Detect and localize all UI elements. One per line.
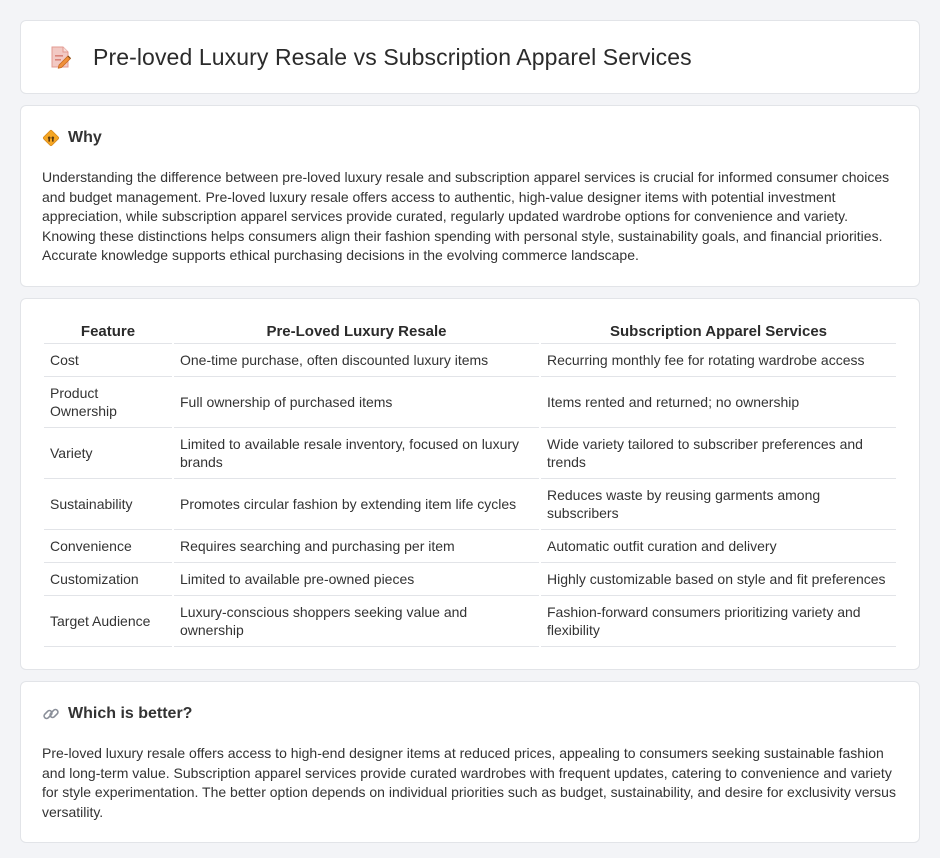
table-row bbox=[44, 596, 896, 647]
better-section bbox=[20, 681, 920, 843]
row-subscription: Wide variety tailored to subscriber preferences and trends bbox=[541, 428, 896, 479]
table-row bbox=[44, 344, 896, 377]
row-resale: Luxury-conscious shoppers seeking value and ownership bbox=[174, 596, 539, 647]
title-card bbox=[20, 20, 920, 94]
row-subscription: Fashion-forward consumers prioritizing variety and flexibility bbox=[541, 596, 896, 647]
table-row bbox=[44, 563, 896, 596]
why-header bbox=[42, 128, 898, 148]
page-title: Pre-loved Luxury Resale vs Subscription Apparel Services bbox=[93, 43, 692, 70]
row-resale: Full ownership of purchased items bbox=[174, 377, 539, 428]
row-resale: One-time purchase, often discounted luxury items bbox=[174, 344, 539, 377]
row-subscription: Automatic outfit curation and delivery bbox=[541, 530, 896, 563]
table-row bbox=[44, 530, 896, 563]
row-resale: Requires searching and purchasing per item bbox=[174, 530, 539, 563]
why-section bbox=[20, 105, 920, 287]
comparison-table bbox=[42, 321, 898, 647]
row-feature: Target Audience bbox=[44, 596, 172, 647]
row-resale: Promotes circular fashion by extending item life cycles bbox=[174, 479, 539, 530]
road-sign-icon bbox=[42, 129, 60, 147]
row-resale: Limited to available pre-owned pieces bbox=[174, 563, 539, 596]
better-title: Which is better? bbox=[68, 704, 193, 722]
why-title: Why bbox=[68, 129, 102, 146]
row-feature: Product Ownership bbox=[44, 377, 172, 428]
table-row bbox=[44, 377, 896, 428]
row-subscription: Reduces waste by reusing garments among subscribers bbox=[541, 479, 896, 530]
link-icon bbox=[42, 705, 60, 723]
better-header bbox=[42, 704, 898, 724]
table-row bbox=[44, 479, 896, 530]
row-feature: Convenience bbox=[44, 530, 172, 563]
row-subscription: Recurring monthly fee for rotating wardrobe access bbox=[541, 344, 896, 377]
better-text: Pre-loved luxury resale offers access to high-end designer items at reduced prices, appealing to consumers seeking sustainable fashion and long-term value. Subscription apparel services provide curated wardrobes with frequent updates, catering to convenience and variety for style experimentation. The better option depends on individual priorities such as budget, sustainability, and desire for exclusivity versus versatility. bbox=[42, 744, 896, 820]
header-subscription: Subscription Apparel Services bbox=[541, 321, 896, 344]
row-feature: Variety bbox=[44, 428, 172, 479]
comparison-table-card bbox=[20, 298, 920, 670]
row-feature: Customization bbox=[44, 563, 172, 596]
row-feature: Sustainability bbox=[44, 479, 172, 530]
row-subscription: Highly customizable based on style and fit preferences bbox=[541, 563, 896, 596]
table-row bbox=[44, 428, 896, 479]
row-resale: Limited to available resale inventory, focused on luxury brands bbox=[174, 428, 539, 479]
why-text: Understanding the difference between pre-loved luxury resale and subscription apparel services is crucial for informed consumer choices and budget management. Pre-loved luxury resale offers access to authentic, high-value designer items with potential investment appreciation, while subscription apparel services provide curated, regularly updated wardrobe options for convenience and variety. Knowing these distinctions helps consumers align their fashion spending with personal style, sustainability goals, and financial priorities. Accurate knowledge supports ethical purchasing decisions in the evolving commerce landscape. bbox=[42, 169, 890, 264]
header-resale: Pre-Loved Luxury Resale bbox=[174, 321, 539, 344]
header-feature: Feature bbox=[44, 321, 172, 344]
document-edit-icon bbox=[47, 44, 73, 70]
table-header-row bbox=[44, 321, 896, 344]
row-feature: Cost bbox=[44, 344, 172, 377]
row-subscription: Items rented and returned; no ownership bbox=[541, 377, 896, 428]
